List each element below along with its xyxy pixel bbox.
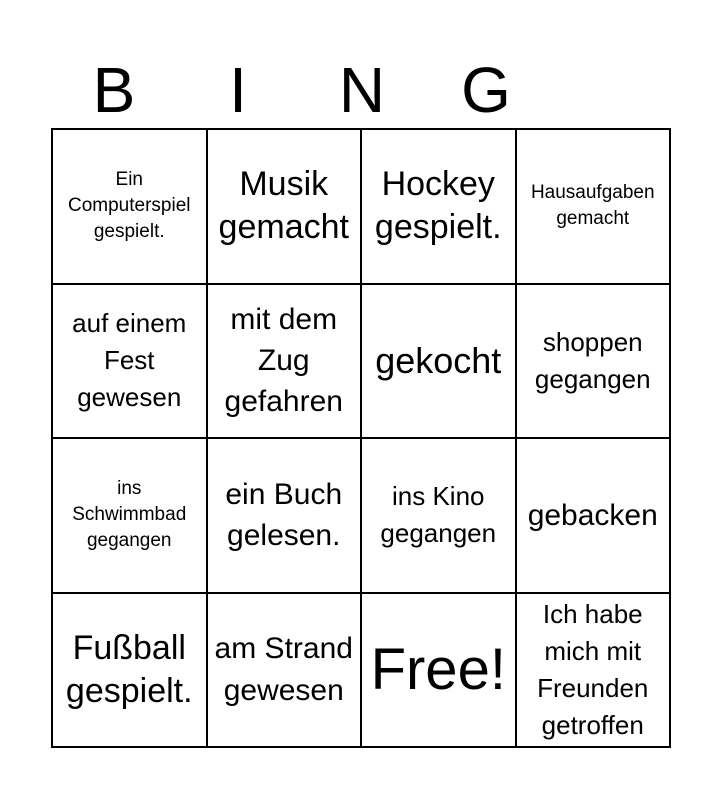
cell-text: auf einem Fest gewesen	[72, 308, 187, 413]
cell-text: Musik gemacht	[218, 165, 349, 247]
bingo-cell[interactable]	[362, 130, 517, 285]
cell-text: ein Buch gelesen.	[225, 477, 343, 553]
header-letter-i: I	[229, 54, 247, 126]
bingo-cell[interactable]	[208, 594, 363, 749]
cell-text: am Strand gewesen	[214, 632, 353, 707]
header-letter-n: N	[338, 54, 386, 126]
bingo-cell[interactable]	[362, 285, 517, 440]
bingo-cell[interactable]	[362, 439, 517, 594]
bingo-cell[interactable]	[517, 439, 672, 594]
cell-text: Fußball gespielt.	[65, 628, 193, 710]
bingo-cell[interactable]	[53, 130, 208, 285]
cell-text: mit dem Zug gefahren	[224, 302, 343, 419]
bingo-header	[52, 52, 672, 128]
cell-text: ins Schwimmbad gegangen	[72, 477, 187, 552]
cell-text: ins Kino gegangen	[380, 481, 497, 549]
bingo-cell[interactable]	[208, 285, 363, 440]
bingo-cell[interactable]	[53, 285, 208, 440]
bingo-cell[interactable]	[53, 594, 208, 749]
bingo-cell[interactable]	[517, 130, 672, 285]
bingo-cell[interactable]	[517, 285, 672, 440]
header-letter-g: G	[461, 54, 511, 126]
free-space-cell[interactable]	[362, 594, 517, 749]
cell-text: gekocht	[375, 339, 502, 381]
free-space-text: Free!	[370, 636, 506, 702]
bingo-cell[interactable]	[517, 594, 672, 749]
bingo-cell[interactable]	[208, 130, 363, 285]
cell-text: shoppen gegangen	[534, 326, 651, 394]
cell-text: Ein Computerspiel gespielt.	[68, 168, 191, 243]
cell-text: Hausaufgaben gemacht	[530, 182, 655, 230]
cell-text: Ich habe mich mit Freunden getroffen	[537, 598, 649, 740]
bingo-cell[interactable]	[53, 439, 208, 594]
cell-text: Hockey gespielt.	[374, 165, 502, 247]
cell-text: gebacken	[527, 498, 658, 532]
bingo-cell[interactable]	[208, 439, 363, 594]
bingo-grid	[51, 128, 671, 748]
header-letter-b: B	[92, 54, 136, 126]
